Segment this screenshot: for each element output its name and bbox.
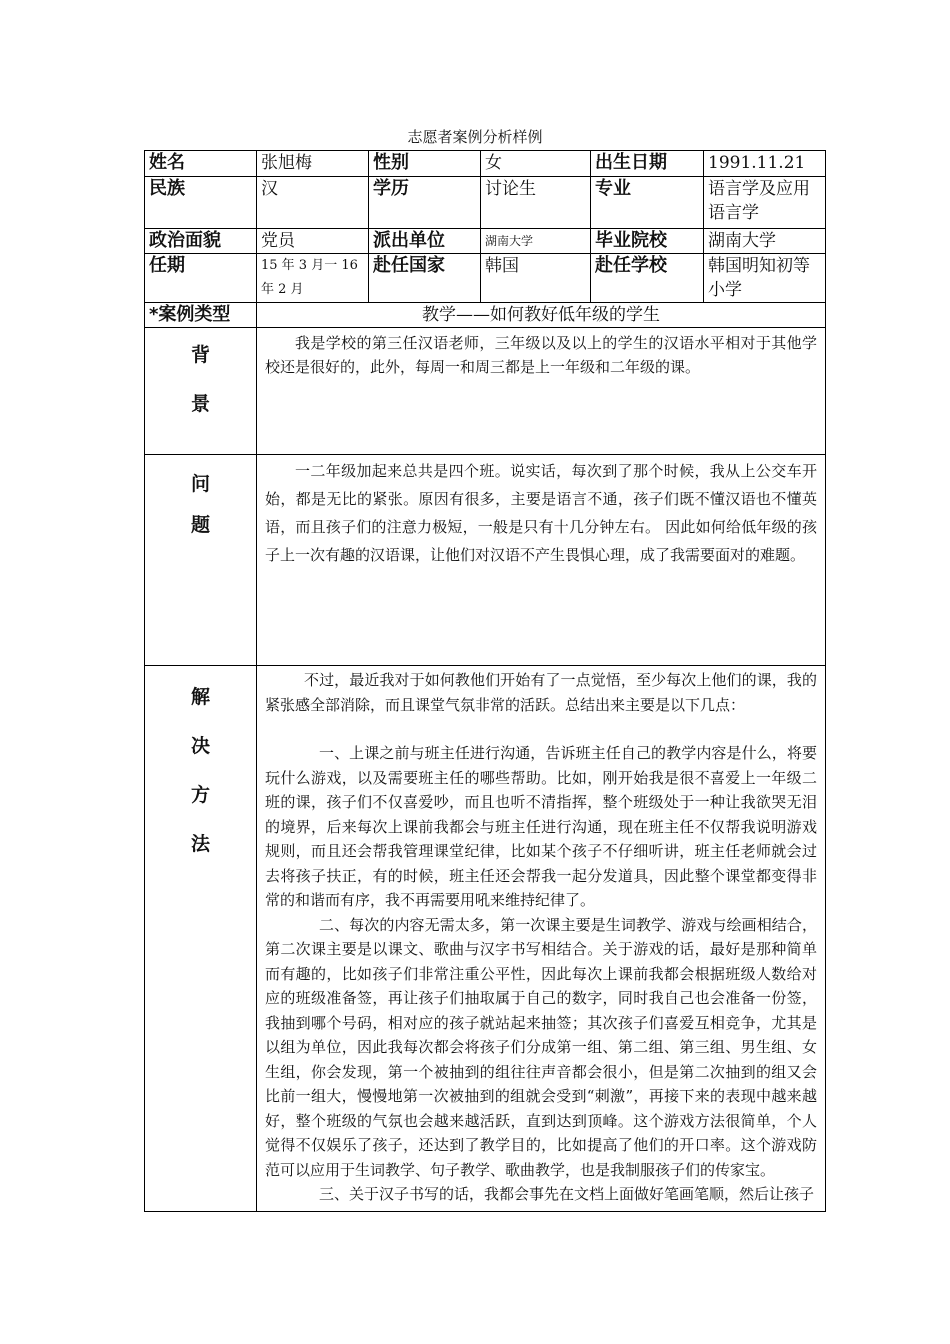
solution-text (257, 666, 826, 1212)
row-problem (145, 455, 826, 666)
document-title: 志愿者案例分析样例 (407, 128, 543, 146)
name-label: 姓名 (145, 151, 257, 177)
dispatch-label: 派出单位 (369, 229, 481, 254)
case-form-table (144, 150, 826, 1212)
solution-point-2: 二、每次的内容无需太多，第一次课主要是生词教学、游戏与绘画相结合，第二次课主要是以课文、歌曲与汉字书写相结合。关于游戏的话，最好是那种简单而有趣的，比如孩子们非常注重公平性，因此每次上课前我都会根据班级人数给对应的班级准备签，再让孩子们抽取属于自己的数字，同时我自己也会准备一份签，我抽到哪个号码，相对应的孩子就站起来抽签；其次孩子们喜爱互相竞争，尤其是以组为单位，因此我每次都会将孩子们分成第一组、第二组、第三组、男生组、女生组，你会发现，第一个被抽到的组往往声音都会很小，但是第二次抽到的组又会比前一组大，慢慢地第一次被抽到的组就会受到“刺激”，再接下来的表现中越来越好，整个班级的气氛也会越来越活跃，直到达到顶峰。这个游戏方法很简单，个人觉得不仅娱乐了孩子，还达到了教学目的，比如提高了他们的开口率。这个游戏防范可以应用于生词教学、句子教学、歌曲教学，也是我制服孩子们的传家宝。 (265, 915, 817, 1179)
school-label: 毕业院校 (591, 229, 704, 254)
post-school-label: 赴任学校 (591, 254, 704, 303)
case-type-label: *案例类型 (145, 303, 257, 328)
education-value: 讨论生 (481, 177, 591, 229)
gender-label: 性别 (369, 151, 481, 177)
birth-label: 出生日期 (591, 151, 704, 177)
term-value: 15 年 3 月一 16 年 2 月 (257, 254, 369, 303)
background-text: 我是学校的第三任汉语老师，三年级以及以上的学生的汉语水平相对于其他学校还是很好的，此外，每周一和周三都是上一年级和二年级的课。 (257, 328, 826, 455)
solution-point-1: 一、上课之前与班主任进行沟通，告诉班主任自己的教学内容是什么，将要玩什么游戏，以及需要班主任的哪些帮助。比如，刚开始我是很不喜爱上一年级二班的课，孩子们不仅喜爱吵，而且也听不清指挥，整个班级处于一种让我欲哭无泪的境界，后来每次上课前我都会与班主任进行沟通，现在班主任不仅帮我说明游戏规则，而且还会帮我管理课堂纪律，比如某个孩子不仔细听讲，班主任老师就会过去将孩子扶正，有的时候，班主任还会帮我一起分发道具，因此整个课堂都变得非常的和谐而有序，我不再需要用吼来维持纪律了。 (265, 744, 817, 909)
dispatch-value: 湖南大学 (481, 229, 591, 254)
term-label: 任期 (145, 254, 257, 303)
major-label: 专业 (591, 177, 704, 229)
birth-value: 1991.11.21 (704, 151, 826, 177)
political-label: 政治面貌 (145, 229, 257, 254)
problem-heading: 问 题 (145, 455, 257, 666)
row-term (145, 254, 826, 303)
country-label: 赴任国家 (369, 254, 481, 303)
name-value: 张旭梅 (257, 151, 369, 177)
row-political (145, 229, 826, 254)
row-solution (145, 666, 826, 1212)
solution-point-3: 三、关于汉子书写的话，我都会事先在文档上面做好笔画笔顺，然后让孩子 (319, 1185, 815, 1203)
gender-value: 女 (481, 151, 591, 177)
political-value: 党员 (257, 229, 369, 254)
solution-heading: 解 决 方 法 (145, 666, 257, 1212)
school-value: 湖南大学 (704, 229, 826, 254)
row-name (145, 151, 826, 177)
case-type-value: 教学——如何教好低年级的学生 (257, 303, 826, 328)
row-case-type (145, 303, 826, 328)
problem-text: 一二年级加起来总共是四个班。说实话，每次到了那个时候，我从上公交车开始，都是无比的紧张。原因有很多，主要是语言不通，孩子们既不懂汉语也不懂英语，而且孩子们的注意力极短，一般是只有十几分钟左右。 因此如何给低年级的孩子上一次有趣的汉语课，让他们对汉语不产生畏惧心理，成了我需要面对的难题。 (257, 455, 826, 666)
solution-intro: 不过，最近我对于如何教他们开始有了一点觉悟，至少每次上他们的课，我的紧张感全部消除，而且课堂气氛非常的活跃。总结出来主要是以下几点： (265, 671, 817, 714)
country-value: 韩国 (481, 254, 591, 303)
major-value: 语言学及应用语言学 (704, 177, 826, 229)
row-background (145, 328, 826, 455)
post-school-value: 韩国明知初等小学 (704, 254, 826, 303)
ethnicity-label: 民族 (145, 177, 257, 229)
ethnicity-value: 汉 (257, 177, 369, 229)
education-label: 学历 (369, 177, 481, 229)
background-heading: 背 景 (145, 328, 257, 455)
row-ethnicity (145, 177, 826, 229)
